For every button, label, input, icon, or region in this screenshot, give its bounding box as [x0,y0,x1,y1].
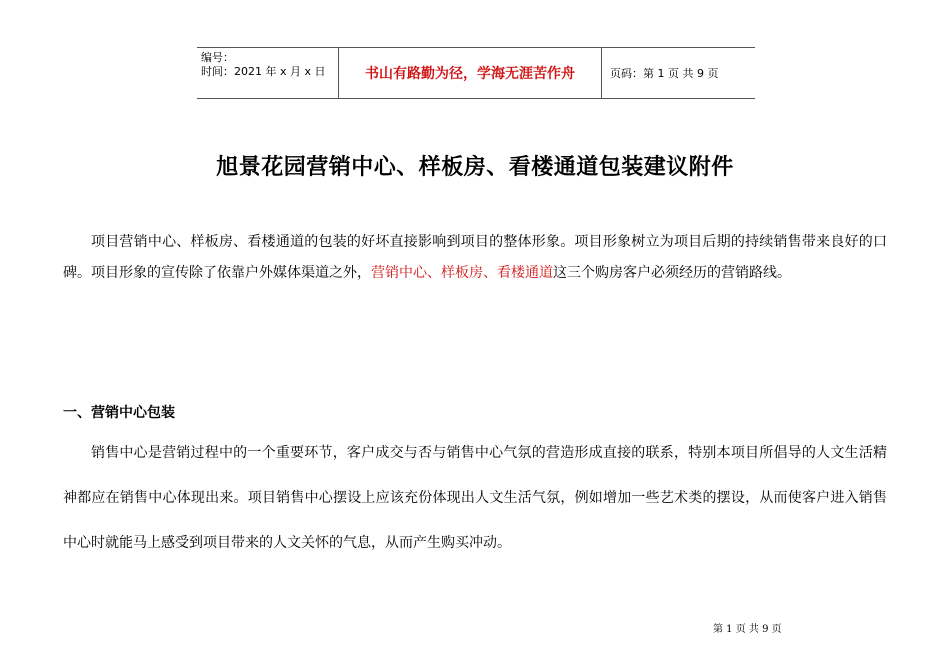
section-heading: 一、营销中心包装 [63,405,175,421]
document-header [197,47,755,99]
intro-text-part2: 这三个购房客户必须经历的营销路线。 [553,265,791,281]
header-motto: 书山有路勤为径，学海无涯苦作舟 [339,48,602,98]
intro-paragraph [63,227,887,289]
document-title: 旭景花园营销中心、样板房、看楼通道包装建议附件 [216,155,734,180]
header-page-label: 页码：第 1 页 共 9 页 [610,67,719,80]
document-date-label: 时间：2021 年 x 月 x 日 [201,65,326,78]
intro-text-part1: 项目营销中心、样板房、看楼通道的包装的好坏直接影响到项目的整体形象。项目形象树立为项目后期的持续销售带来良好的口碑。项目形象的宣传除了依靠户外媒体渠道之外， [63,234,887,281]
document-number-label: 编号： [201,51,234,64]
page-footer: 第 1 页 共 9 页 [713,624,782,635]
header-meta [197,48,339,98]
section-body: 销售中心是营销过程中的一个重要环节，客户成交与否与销售中心气氛的营造形成直接的联系，特别本项目所倡导的人文生活精神都应在销售中心体现出来。项目销售中心摆设上应该充份体现出人文生活气氛，例如增加一些艺术类的摆设，从而使客户进入销售中心时就能马上感受到项目带来的人文关怀的气息，从而产生购买冲动。 [63,445,887,551]
intro-highlight: 营销中心、样板房、看楼通道 [371,265,553,281]
